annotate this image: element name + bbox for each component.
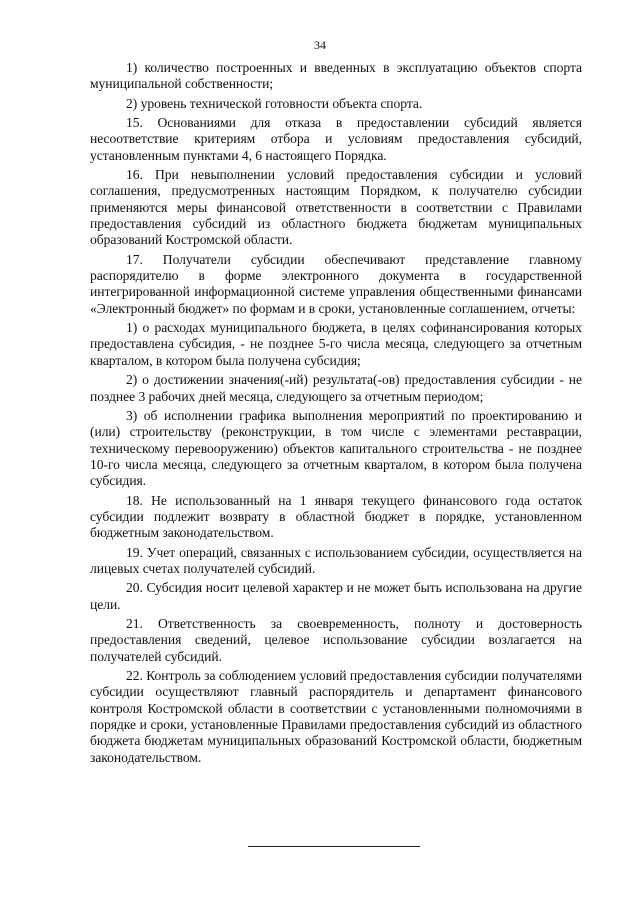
paragraph-22: 22. Контроль за соблюдением условий предоставления субсидии получателями субсидии осуществляют главный распорядитель и департамент финансового контроля Костромской области в соответствии с установленными полномочиями в порядке и сроки, установленные Правилами предоставления субсидий из областного бюджета бюджетам муниципальных образований Костромской области, бюджетным законодательством. <box>90 667 582 765</box>
paragraph-16: 16. При невыполнении условий предоставления субсидии и условий соглашения, предусмотренных настоящим Порядком, к получателю субсидии применяются меры финансовой ответственности в соответствии с Правилами предоставления субсидий из областного бюджета бюджетам муниципальных образований Костромской области. <box>90 166 582 248</box>
paragraph-item-2: 2) уровень технической готовности объекта спорта. <box>126 95 423 111</box>
paragraph-17-item-1: 1) о расходах муниципального бюджета, в целях софинансирования которых предоставлена субсидия, - не позднее 5-го числа месяца, следующего за отчетным кварталом, в котором была получена субсидия; <box>90 320 582 368</box>
paragraph-20: 20. Субсидия носит целевой характер и не может быть использована на другие цели. <box>90 580 582 612</box>
paragraph-15: 15. Основаниями для отказа в предоставлении субсидий является несоответствие критериям отбора и условиям предоставления субсидий, установленным пунктами 4, 6 настоящего Порядка. <box>90 114 582 163</box>
end-divider-line <box>248 846 420 847</box>
paragraph-18: 18. Не использованный на 1 января текущего финансового года остаток субсидии подлежит возврату в областной бюджет в порядке, установленном бюджетным законодательством. <box>90 492 582 541</box>
paragraph-17-item-2: 2) о достижении значения(-ий) результата(-ов) предоставления субсидии - не позднее 3 рабочих дней месяца, следующего за отчетным периодом; <box>90 372 582 404</box>
paragraph-item-1: 1) количество построенных и введенных в эксплуатацию объектов спорта муниципальной собственности; <box>90 60 582 92</box>
paragraph-19: 19. Учет операций, связанных с использованием субсидии, осуществляется на лицевых счетах получателей субсидий. <box>90 544 582 576</box>
paragraph-21: 21. Ответственность за своевременность, полноту и достоверность предоставления сведений, целевое использование субсидии возлагается на получателей субсидий. <box>90 615 582 664</box>
paragraph-17: 17. Получатели субсидии обеспечивают представление главному распорядителю в форме электронного документа в государственной интегрированной информационной системе управления общественными финансами «Электронный бюджет» по формам и в сроки, установленные соглашением, отчеты: <box>90 251 582 316</box>
paragraph-17-item-3: 3) об исполнении графика выполнения мероприятий по проектированию и (или) строительству (реконструкции, в том числе с элементами реставрации, техническому перевооружению) объектов капитального строительства - не позднее 10-го числа месяца, следующего за отчетным кварталом, в котором была получена субсидия. <box>90 407 582 489</box>
page-number: 34 <box>314 38 326 52</box>
document-body <box>90 60 582 769</box>
